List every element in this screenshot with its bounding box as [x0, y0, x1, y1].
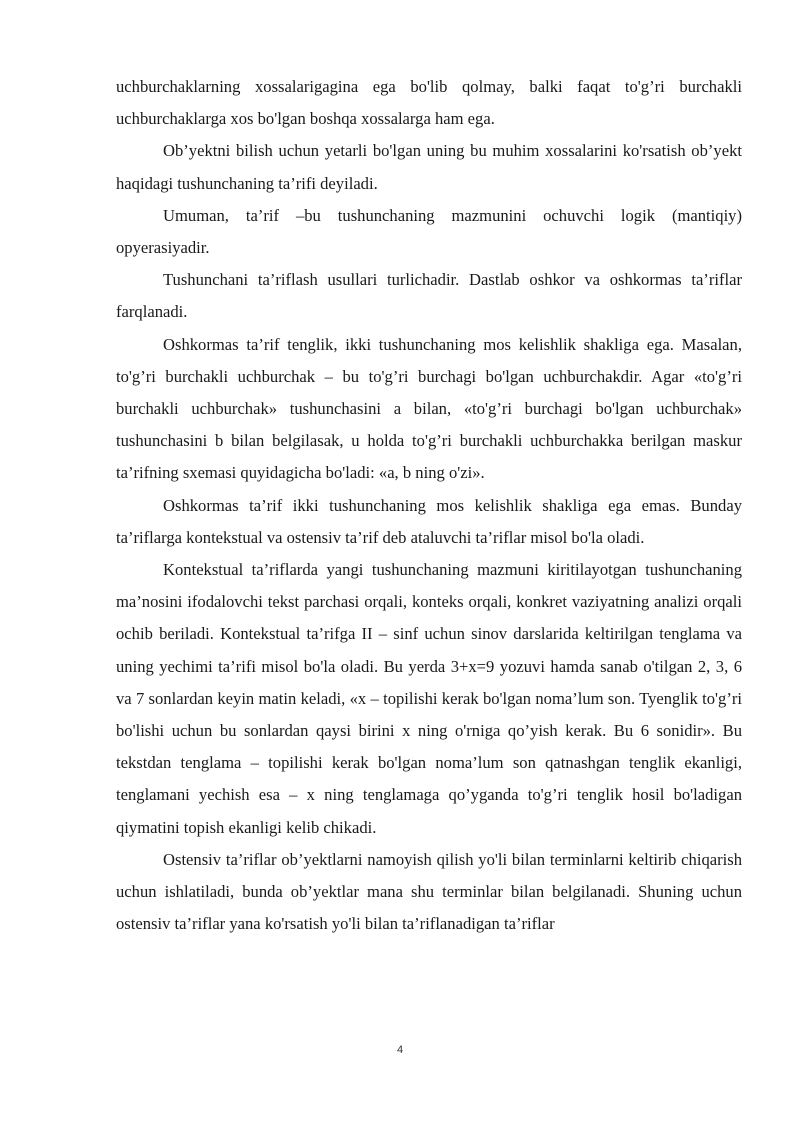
paragraph-definition: Ob’yektni bilish uchun yetarli bo'lgan uning bu muhim xossalarini ko'rsatish ob’yekt haqidagi tushunchaning ta’rifi deyiladi. [116, 141, 742, 193]
page-number: 4 [396, 1044, 404, 1056]
paragraph-implicit-definition: Oshkormas ta’rif tenglik, ikki tushunchaning mos kelishlik shakliga ega. Masalan, to'g’ri burchakli uchburchak – bu to'g’ri burchagi bo'lgan uchburchakdir. Agar «to'g’ri burchakli uchburchak» tushunchasini a bilan, «to'g’ri burchagi bo'lgan uchburchak» tushunchasini b bilan belgilasak, u holda to'g’ri burchakli uchburchakka berilgan maskur ta’rifning sxemasi quyidagicha bo'ladi: «a, b ning o'zi». [116, 334, 742, 483]
paragraph-logical-operation: Umuman, ta’rif –bu tushunchaning mazmunini ochuvchi logik (mantiqiy) opyerasiyadir. [116, 205, 742, 258]
paragraph-ostensive-definitions: Ostensiv ta’riflar ob’yektlarni namoyish qilish yo'li bilan terminlarni keltirib chiqarish uchun ishlatiladi, bunda ob’yektlar mana shu terminlar bilan belgilanadi. Shuning uchun ostensiv ta’riflar yana ko'rsatish yo'li bilan ta’riflanadigan ta’riflar [116, 849, 742, 934]
paragraph-contextual-definitions: Kontekstual ta’riflarda yangi tushunchaning mazmuni kiritilayotgan tushunchaning ma’nosini ifodalovchi tekst parchasi orqali, konteks orqali, konkret vaziyatning analizi orqali ochib beriladi. Kontekstual ta’rifga II – sinf uchun sinov darslarida keltirilgan tenglama va uning yechimi ta’rifi misol bo'la oladi. Bu yerda 3+x=9 yozuvi hamda sanab o'tilgan 2, 3, 6 va 7 sonlardan keyin matin keladi, «x – topilishi kerak bo'lgan noma’lum son. Tyenglik to'g’ri bo'lishi uchun bu sonlardan qaysi birini x ning o'rniga qo’yish kerak. Bu 6 sonidir». Bu tekstdan tenglama – topilishi kerak bo'lgan noma’lum son qatnashgan tenglik ekanligi, tenglamani yechish esa – x ning tenglamaga qo’yganda to'g’ri tenglik hosil bo'ladigan qiymatini topish ekanligi kelib chikadi. [116, 560, 742, 837]
paragraph-implicit-examples: Oshkormas ta’rif ikki tushunchaning mos kelishlik shakliga ega emas. Bunday ta’riflarga kontekstual va ostensiv ta’rif deb ataluvchi ta’riflar misol bo'la oladi. [116, 495, 742, 547]
document-body [116, 71, 742, 940]
paragraph-definition-methods: Tushunchani ta’riflash usullari turlichadir. Dastlab oshkor va oshkormas ta’riflar farqlanadi. [116, 270, 742, 322]
paragraph-continuation: uchburchaklarning xossalarigagina ega bo'lib qolmay, balki faqat to'g’ri burchakli uchburchaklarga xos bo'lgan boshqa xossalarga ham ega. [116, 77, 742, 129]
